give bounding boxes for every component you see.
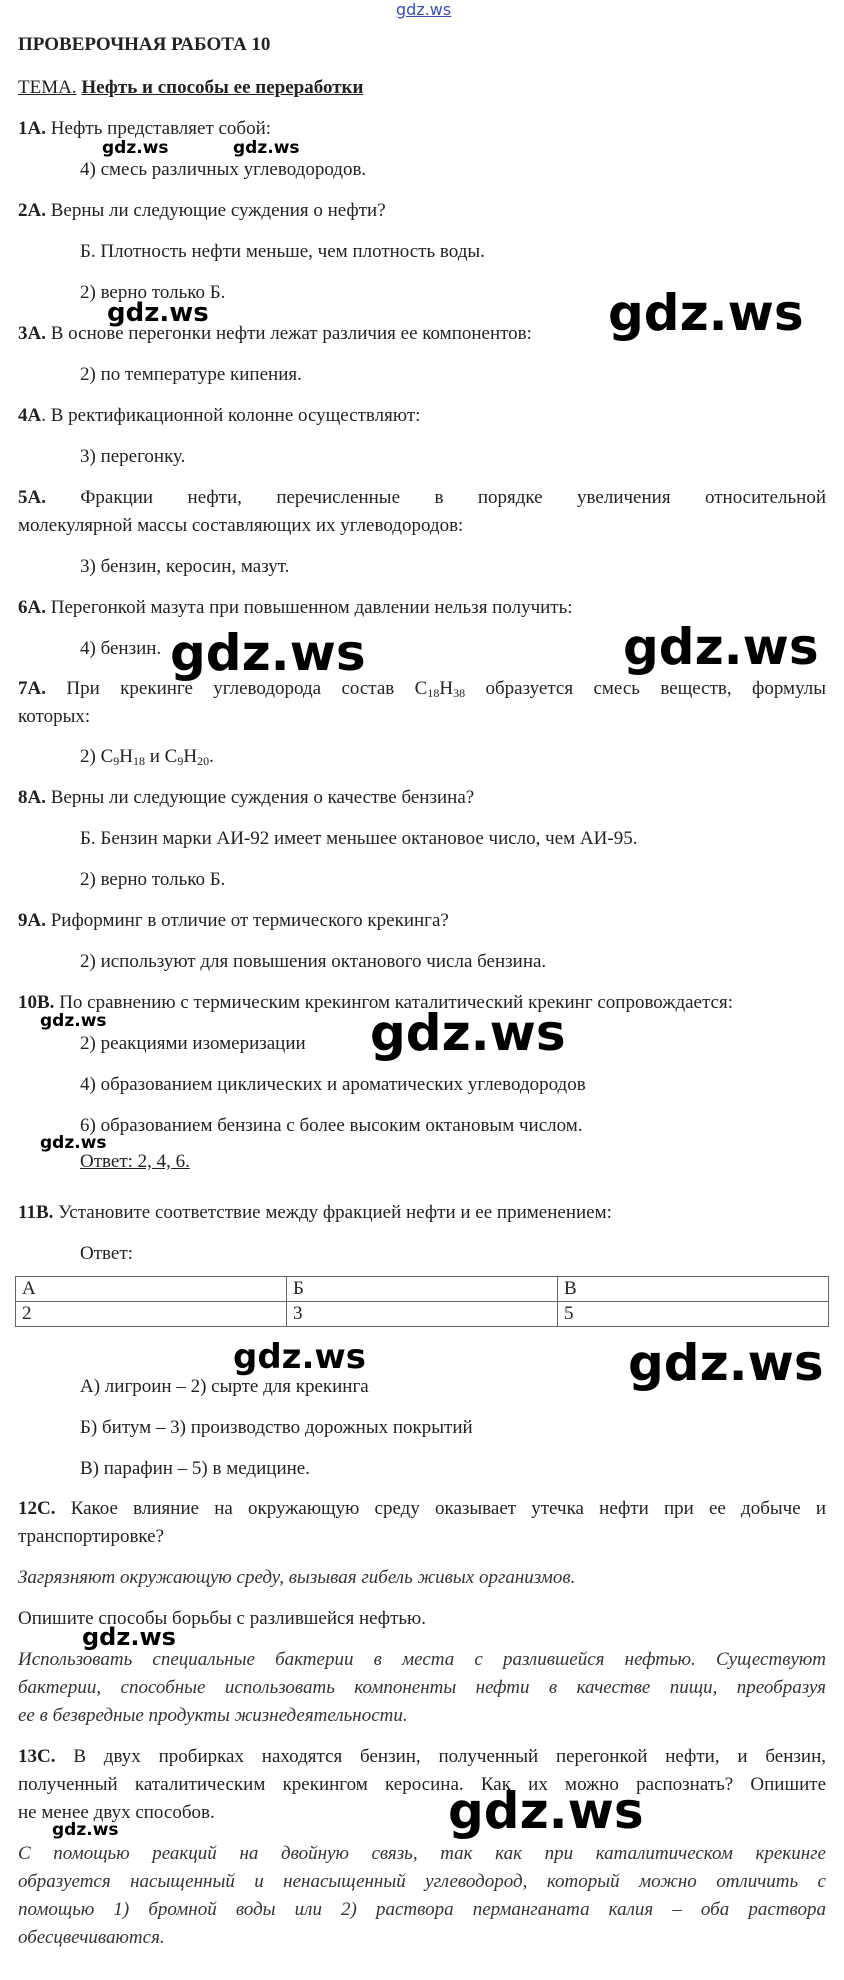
question-text — [66, 678, 826, 699]
question-text: В двух пробирках находятся бензин, полученный перегонкой нефти, и бензин, — [73, 1746, 827, 1767]
answer-table — [15, 1276, 829, 1327]
answer-13-line2: образуется насыщенный и ненасыщенный углеводород, который можно отличить с — [18, 1871, 826, 1892]
question-number: 6А. — [18, 597, 46, 618]
formula-part: При крекинге углеводорода состав C — [66, 678, 428, 699]
watermark-small: gdz.ws — [52, 1820, 119, 1840]
formula-subscript: 18 — [132, 754, 145, 768]
statement-2: Б. Плотность нефти меньше, чем плотность воды. — [80, 241, 485, 262]
table-row — [16, 1277, 829, 1302]
answer-6: 4) бензин. — [80, 638, 162, 659]
watermark-large: gdz.ws — [170, 624, 366, 682]
watermark-medium: gdz.ws — [82, 1623, 176, 1651]
question-12 — [18, 1497, 826, 1521]
question-number: 1А. — [18, 118, 46, 139]
page-title: ПРОВЕРОЧНАЯ РАБОТА 10 — [18, 34, 271, 55]
answer-13-line1: С помощью реакций на двойную связь, так как при каталитическом крекинге — [18, 1843, 826, 1864]
watermark-medium: gdz.ws — [233, 1337, 367, 1377]
question-number: 2А. — [18, 200, 46, 221]
formula-part: . — [209, 746, 214, 767]
question-text: Фракции нефти, перечисленные в порядке увеличения относительной — [80, 487, 827, 508]
answer-5: 3) бензин, керосин, мазут. — [80, 556, 290, 577]
question-8 — [18, 786, 826, 810]
question-13 — [18, 1745, 826, 1769]
question-4 — [18, 404, 826, 428]
question-number: 4А — [18, 405, 42, 426]
table-header-cell: Б — [287, 1277, 558, 1302]
question-number: 3А. — [18, 323, 46, 344]
watermark-large: gdz.ws — [608, 284, 804, 342]
answer-12-b-line2: бактерии, способные использовать компоненты нефти в качестве пищи, преобразуя — [18, 1677, 826, 1698]
watermark-small: gdz.ws — [40, 1011, 107, 1031]
question-5-line2: молекулярной массы составляющих их углеводородов: — [18, 515, 464, 536]
watermark-small: gdz.ws — [40, 1133, 107, 1153]
formula-part: H — [119, 746, 133, 767]
question-9 — [18, 909, 826, 933]
formula-subscript: 18 — [427, 686, 440, 700]
watermark-top[interactable]: gdz.ws — [396, 0, 452, 19]
question-12-part2: Опишите способы борьбы с разлившейся нефтью. — [18, 1608, 426, 1629]
watermark-small: gdz.ws — [102, 138, 169, 158]
question-text: . В ректификационной колонне осуществляют: — [41, 405, 421, 426]
question-2 — [18, 199, 826, 223]
answer-7 — [80, 745, 826, 769]
question-number: 13С. — [18, 1746, 56, 1767]
question-5 — [18, 486, 826, 510]
topic-label: ТЕМА. — [18, 77, 77, 98]
question-text: В основе перегонки нефти лежат различия ее компонентов: — [50, 323, 532, 344]
question-text: Перегонкой мазута при повышенном давлении нельзя получить: — [50, 597, 573, 618]
question-13-line2: полученный каталитическим крекингом керосина. Как их можно распознать? Опишите — [18, 1774, 826, 1795]
answer-8: 2) верно только Б. — [80, 869, 226, 890]
answer-1: 4) смесь различных углеводородов. — [80, 159, 367, 180]
question-3 — [18, 322, 826, 346]
answer-12-b-line1: Использовать специальные бактерии в места с разлившейся нефтью. Существуют — [18, 1649, 826, 1670]
question-7 — [18, 677, 826, 701]
question-text: Верны ли следующие суждения о качестве бензина? — [50, 787, 475, 808]
table-cell: 5 — [558, 1302, 829, 1327]
formula-part: 2) C — [80, 746, 114, 767]
question-6 — [18, 596, 826, 620]
answer-3: 2) по температуре кипения. — [80, 364, 302, 385]
formula-part: H — [183, 746, 198, 767]
question-number: 12С. — [18, 1498, 56, 1519]
watermark-small: gdz.ws — [233, 138, 300, 158]
watermark-large: gdz.ws — [628, 1334, 824, 1392]
question-text: Какое влияние на окружающую среду оказывает утечка нефти при ее добыче и — [70, 1498, 827, 1519]
question-number: 8А. — [18, 787, 46, 808]
question-text: По сравнению с термическим крекингом каталитический крекинг сопровождается: — [59, 992, 733, 1013]
match-11-c: В) парафин – 5) в медицине. — [80, 1458, 310, 1479]
answer-label-11: Ответ: — [80, 1243, 133, 1264]
formula-subscript: 9 — [113, 754, 120, 768]
watermark-large: gdz.ws — [623, 618, 819, 676]
statement-8: Б. Бензин марки АИ-92 имеет меньшее октановое число, чем АИ-95. — [80, 828, 638, 849]
formula-part: H — [439, 678, 454, 699]
question-text: Нефть представляет собой: — [50, 118, 272, 139]
answer-10-b: 4) образованием циклических и ароматических углеводородов — [80, 1074, 586, 1095]
result-10: Ответ: 2, 4, 6. — [80, 1151, 190, 1172]
table-row — [16, 1302, 829, 1327]
answer-13-line4: обесцвечиваются. — [18, 1927, 165, 1948]
answer-12-b-line3: ее в безвредные продукты жизнедеятельности. — [18, 1705, 408, 1726]
answer-12-a: Загрязняют окружающую среду, вызывая гибель живых организмов. — [18, 1567, 576, 1588]
question-text: Верны ли следующие суждения о нефти? — [50, 200, 386, 221]
question-13-line3: не менее двух способов. — [18, 1802, 215, 1823]
table-cell: 3 — [287, 1302, 558, 1327]
question-text: Риформинг в отличие от термического крекинга? — [50, 910, 449, 931]
topic-text: Нефть и способы ее переработки — [81, 77, 364, 98]
question-number: 11В. — [18, 1202, 54, 1223]
answer-4: 3) перегонку. — [80, 446, 186, 467]
watermark-large: gdz.ws — [370, 1004, 566, 1062]
match-11-a: А) лигроин – 2) сырте для крекинга — [80, 1376, 369, 1397]
question-12-line2: транспортировке? — [18, 1526, 165, 1547]
watermark-large: gdz.ws — [448, 1782, 644, 1840]
question-number: 9А. — [18, 910, 46, 931]
answer-9: 2) используют для повышения октанового числа бензина. — [80, 951, 547, 972]
formula-subscript: 20 — [197, 754, 210, 768]
question-number: 10В. — [18, 992, 55, 1013]
table-header-cell: В — [558, 1277, 829, 1302]
formula-part: образуется смесь веществ, формулы — [465, 678, 826, 699]
formula-part: и C — [144, 746, 178, 767]
answer-10-c: 6) образованием бензина с более высоким октановым числом. — [80, 1115, 583, 1136]
question-number: 5А. — [18, 487, 46, 508]
answer-13-line3: помощью 1) бромной воды или 2) раствора перманганата калия – оба раствора — [18, 1899, 826, 1920]
formula-subscript: 9 — [177, 754, 184, 768]
match-11-b: Б) битум – 3) производство дорожных покрытий — [80, 1417, 473, 1438]
answer-10-a: 2) реакциями изомеризации — [80, 1033, 306, 1054]
question-text: Установите соответствие между фракцией нефти и ее применением: — [58, 1202, 612, 1223]
answer-2: 2) верно только Б. — [80, 282, 226, 303]
table-header-cell: А — [16, 1277, 287, 1302]
formula-subscript: 38 — [453, 686, 466, 700]
question-number: 7А. — [18, 678, 46, 699]
topic-line — [18, 76, 826, 100]
table-cell: 2 — [16, 1302, 287, 1327]
watermark-medium: gdz.ws — [107, 298, 209, 328]
question-7-line2: которых: — [18, 706, 91, 727]
question-11 — [18, 1201, 826, 1225]
